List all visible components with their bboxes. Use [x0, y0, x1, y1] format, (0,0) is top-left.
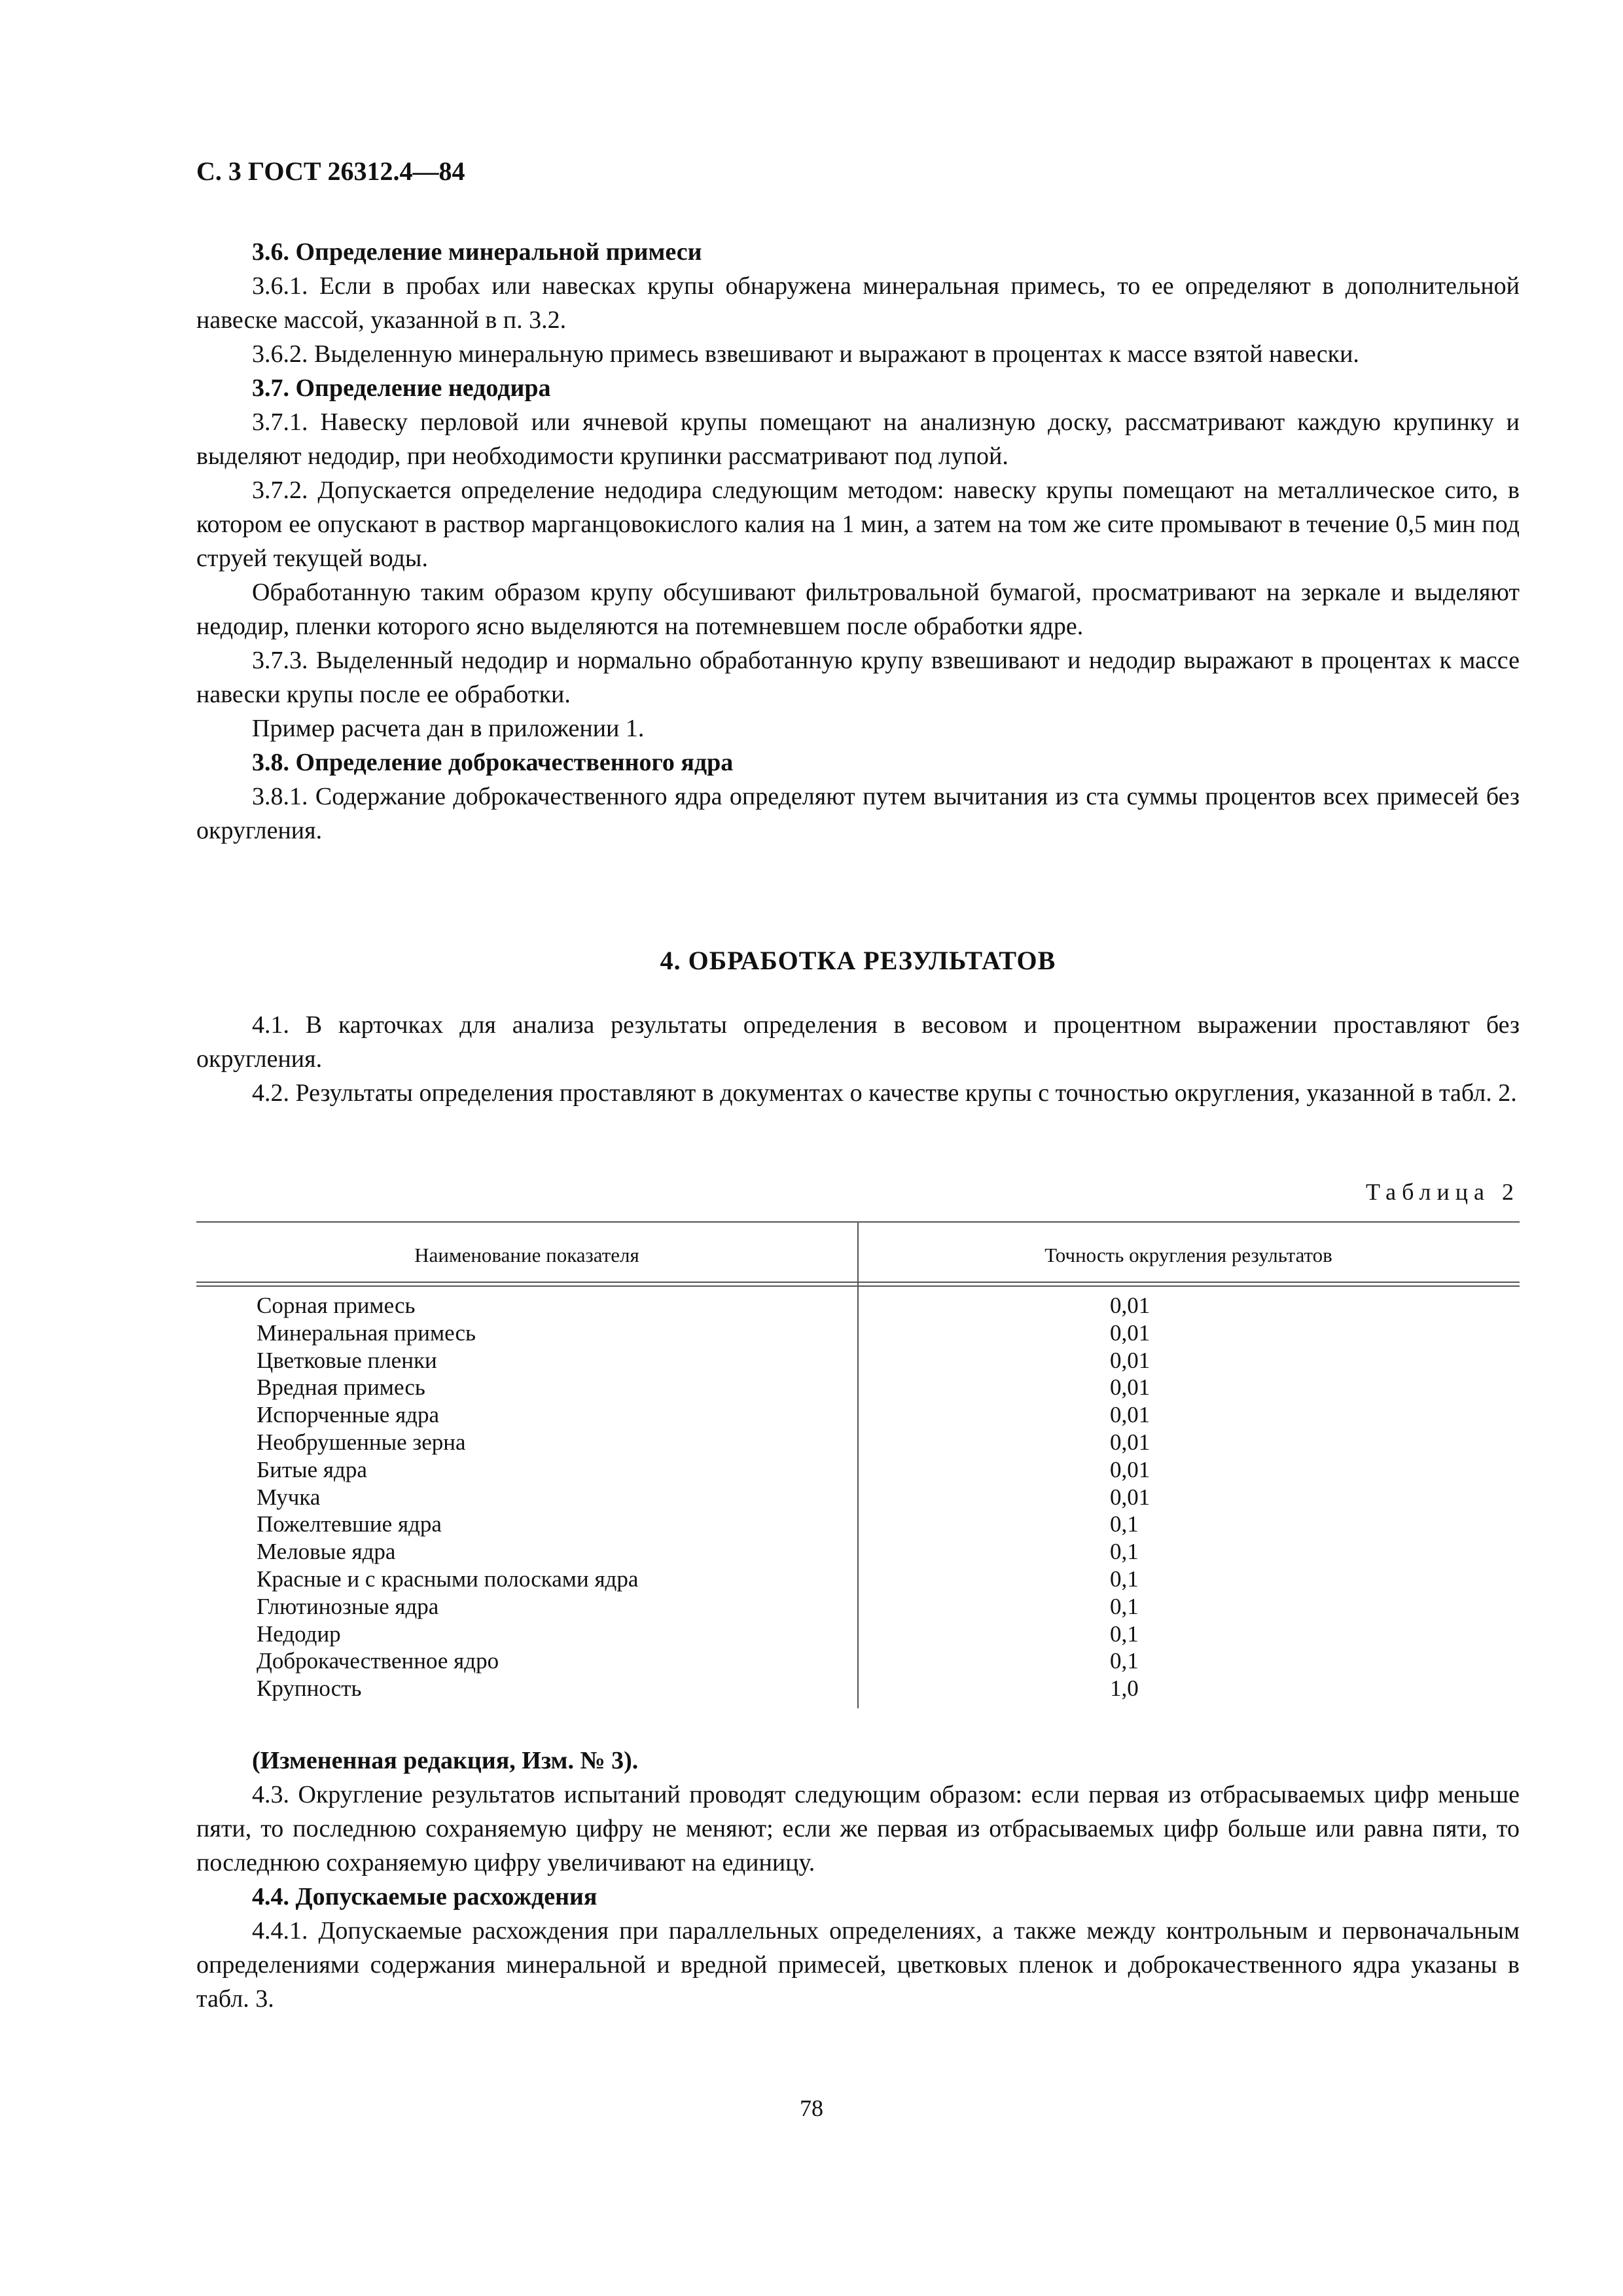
rounding-precision: 0,01 [1110, 1429, 1150, 1455]
indicator-name: Доброкачественное ядро [257, 1648, 499, 1674]
table-row [196, 1593, 1520, 1621]
section-3-text [196, 235, 1520, 848]
table-row [196, 1374, 1520, 1401]
rounding-precision: 0,01 [1110, 1402, 1150, 1428]
rounding-precision: 0,1 [1110, 1621, 1139, 1647]
header-double-rule [196, 1282, 1520, 1283]
rounding-precision: 0,01 [1110, 1319, 1150, 1346]
rounding-precision: 0,01 [1110, 1484, 1150, 1510]
section-4-continued-text [196, 1744, 1520, 2016]
table-row [196, 1319, 1520, 1347]
indicator-name: Мучка [257, 1484, 321, 1510]
table-row [196, 1647, 1520, 1675]
subsection-heading: 3.8. Определение доброкачественного ядра [252, 749, 734, 776]
paragraph: 3.6.1. Если в пробах или навесках крупы обнаружена минеральная примесь, то ее определяют в дополнительной навеске массой, указанной в п. 3.2. [196, 272, 1520, 334]
table-row [196, 1511, 1520, 1538]
indicator-name: Глютинозные ядра [257, 1593, 439, 1619]
subsection-heading: 3.7. Определение недодира [252, 374, 551, 402]
paragraph: 4.3. Округление результатов испытаний проводят следующим образом: если первая из отбрасываемых цифр меньше пяти, то последнюю сохраняемую цифру не меняют; если же первая из отбрасываемых цифр больше или равна пяти, то последнюю сохраняемую цифру увеличивают на единицу. [196, 1781, 1520, 1876]
rounding-precision: 0,1 [1110, 1593, 1139, 1619]
paragraph: Обработанную таким образом крупу обсушивают фильтровальной бумагой, просматривают на зеркале и выделяют недодир, пленки которого ясно выделяются на потемневшем после обработки ядре. [196, 579, 1520, 640]
subsection-heading: 3.6. Определение минеральной примеси [252, 238, 702, 266]
table-row [196, 1675, 1520, 1702]
column-header-name: Наименование показателя [414, 1244, 639, 1266]
subsection-heading: (Измененная редакция, Изм. № 3). [252, 1747, 639, 1774]
indicator-name: Крупность [257, 1676, 362, 1702]
rounding-precision: 0,1 [1110, 1566, 1139, 1592]
indicator-name: Минеральная примесь [257, 1319, 476, 1346]
paragraph: 4.1. В карточках для анализа результаты определения в весовом и процентном выражении проставляют без округления. [196, 1011, 1520, 1073]
table-body [196, 1292, 1520, 1702]
rounding-precision: 0,01 [1110, 1456, 1150, 1482]
paragraph: 3.6.2. Выделенную минеральную примесь взвешивают и выражают в процентах к массе взятой навески. [252, 340, 1359, 368]
table-row [196, 1566, 1520, 1593]
table-row [196, 1621, 1520, 1648]
table-row [196, 1292, 1520, 1319]
indicator-name: Сорная примесь [257, 1293, 416, 1318]
rounding-precision: 0,1 [1110, 1539, 1139, 1565]
indicator-name: Красные и с красными полосками ядра [257, 1566, 639, 1592]
table-row [196, 1347, 1520, 1374]
rounding-precision: 0,1 [1110, 1511, 1139, 1537]
indicator-name: Цветковые пленки [257, 1347, 437, 1373]
rounding-precision: 0,1 [1110, 1648, 1139, 1674]
indicator-name: Испорченные ядра [257, 1402, 440, 1428]
paragraph: 4.2. Результаты определения проставляют в документах о качестве крупы с точностью округления, указанной в табл. 2. [252, 1079, 1517, 1107]
paragraph: 3.7.2. Допускается определение недодира следующим методом: навеску крупы помещают на металлическое сито, в котором ее опускают в раствор марганцовокислого калия на 1 мин, а затем на том же сите промывают в течение 0,5 мин под струей текущей воды. [196, 476, 1520, 572]
table-row [196, 1456, 1520, 1484]
page-number: 78 [800, 2095, 823, 2121]
subsection-heading: 4.4. Допускаемые расхождения [252, 1883, 597, 1910]
paragraph: 3.7.1. Навеску перловой или ячневой крупы помещают на анализную доску, рассматривают каждую крупинку и выделяют недодир, при необходимости крупинки рассматривают под лупой. [196, 408, 1520, 470]
paragraph: 4.4.1. Допускаемые расхождения при параллельных определениях, а также между контрольным и первоначальным определениями содержания минеральной и вредной примесей, цветковых пленок и доброкачественного ядра указаны в табл. 3. [196, 1917, 1520, 2013]
table-row [196, 1484, 1520, 1511]
indicator-name: Необрушенные зерна [257, 1429, 466, 1455]
table-row [196, 1429, 1520, 1456]
page-header: С. 3 ГОСТ 26312.4—84 [196, 156, 465, 186]
paragraph: 3.8.1. Содержание доброкачественного ядра определяют путем вычитания из ста суммы процентов всех примесей без округления. [196, 783, 1520, 844]
indicator-name: Битые ядра [257, 1456, 367, 1482]
rounding-precision: 0,01 [1110, 1293, 1150, 1318]
rounding-precision: 0,01 [1110, 1374, 1150, 1401]
header-double-rule-2 [196, 1285, 1520, 1287]
paragraph: 3.7.3. Выделенный недодир и нормально обработанную крупу взвешивают и недодир выражают в процентах к массе навески крупы после ее обработки. [196, 647, 1520, 708]
table-row [196, 1401, 1520, 1429]
indicator-name: Недодир [257, 1621, 341, 1647]
table-caption: Таблица 2 [1366, 1179, 1520, 1205]
indicator-name: Меловые ядра [257, 1539, 396, 1565]
section-4-title: 4. ОБРАБОТКА РЕЗУЛЬТАТОВ [660, 946, 1056, 975]
rounding-precision: 0,01 [1110, 1347, 1150, 1373]
column-header-precision: Точность округления результатов [1044, 1244, 1332, 1266]
table-row [196, 1538, 1520, 1566]
section-4-text [196, 1008, 1520, 1110]
paragraph: Пример расчета дан в приложении 1. [252, 715, 645, 742]
indicator-name: Вредная примесь [257, 1374, 425, 1401]
rounding-precision: 1,0 [1110, 1676, 1139, 1702]
indicator-name: Пожелтевшие ядра [257, 1511, 442, 1537]
